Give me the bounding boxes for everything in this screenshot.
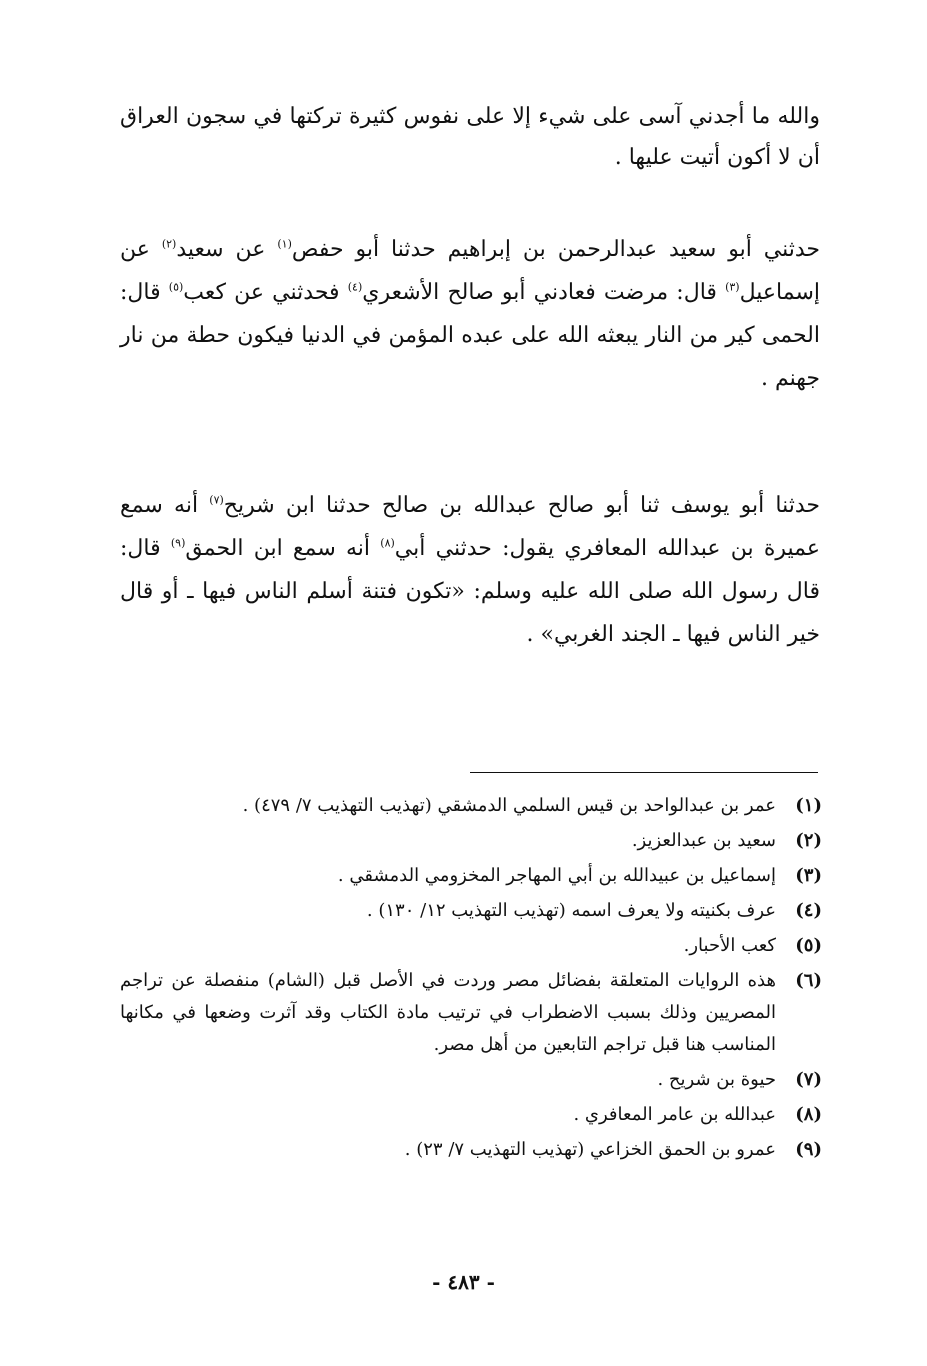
footnote-number: (٣) xyxy=(795,865,822,886)
footnote-number: (٩) xyxy=(795,1139,822,1160)
paragraph-1 xyxy=(120,96,820,178)
footnote-ref-5[interactable]: (٥) xyxy=(168,280,184,294)
footnote-ref-4[interactable]: (٤) xyxy=(347,280,363,294)
footnote-item xyxy=(120,825,822,857)
footnotes-list xyxy=(120,790,822,1169)
paragraph-2-text: حدثني أبو سعيد عبدالرحمن بن إبراهيم حدثنا أبو حفص xyxy=(291,237,821,262)
paragraph-3-text: أنه سمع عميرة بن عبدالله المعافري يقول: حدثني أبي xyxy=(120,493,820,561)
footnote-text: عمرو بن الحمق الخزاعي (تهذيب التهذيب ٧/ ٢٣) . xyxy=(404,1139,776,1160)
footnote-ref-1[interactable]: (١) xyxy=(277,237,292,251)
paragraph-2 xyxy=(120,228,820,400)
footnote-separator xyxy=(470,772,818,773)
footnote-text: حيوة بن شريح . xyxy=(657,1069,776,1090)
footnote-item xyxy=(120,965,822,1061)
footnote-text: سعيد بن عبدالعزيز. xyxy=(631,830,776,851)
footnote-text: عبدالله بن عامر المعافري . xyxy=(573,1104,776,1125)
footnote-text: عمر بن عبدالواحد بن قيس السلمي الدمشقي (تهذيب التهذيب ٧/ ٤٧٩) . xyxy=(242,795,776,816)
footnote-ref-8[interactable]: (٨) xyxy=(380,536,395,550)
footnote-number: (٢) xyxy=(795,830,822,851)
footnote-ref-3[interactable]: (٣) xyxy=(725,280,740,294)
paragraph-2-text: فحدثني عن كعب xyxy=(183,280,348,305)
footnote-item xyxy=(120,860,822,892)
paragraph-3 xyxy=(120,484,820,656)
paragraph-2-text: قال: الحمى كير من النار يبعثه الله على عبده المؤمن في الدنيا فيكون حطة من نار جهنم . xyxy=(120,280,820,391)
footnote-number: (٥) xyxy=(795,935,822,956)
footnote-item xyxy=(120,1099,822,1131)
footnote-text: عرف بكنيته ولا يعرف اسمه (تهذيب التهذيب ١٢/ ١٣٠) . xyxy=(366,900,776,921)
footnote-number: (١) xyxy=(795,795,822,816)
footnote-item xyxy=(120,1134,822,1166)
footnote-text: إسماعيل بن عبيدالله بن أبي المهاجر المخزومي الدمشقي . xyxy=(337,865,776,886)
footnote-ref-2[interactable]: (٢) xyxy=(161,237,177,251)
footnote-item xyxy=(120,895,822,927)
paragraph-2-text: عن إسماعيل xyxy=(120,237,820,305)
footnote-number: (٦) xyxy=(795,970,822,991)
footnote-number: (٨) xyxy=(795,1104,822,1125)
paragraph-2-text: قال: مرضت فعادني أبو صالح الأشعري xyxy=(362,280,726,305)
paragraph-1-text: والله ما أجدني آسى على شيء إلا على نفوس كثيرة تركتها في سجون العراق أن لا أكون أتيت عليها . xyxy=(120,104,820,170)
footnote-ref-9[interactable]: (٩) xyxy=(170,536,186,550)
paragraph-3-text: أنه سمع ابن الحمق xyxy=(185,536,381,561)
footnote-item xyxy=(120,1064,822,1096)
footnote-number: (٤) xyxy=(795,900,822,921)
paragraph-3-text: حدثنا أبو يوسف ثنا أبو صالح عبدالله بن صالح حدثنا ابن شريح xyxy=(223,493,820,518)
paragraph-3-text: قال: قال رسول الله صلى الله عليه وسلم: «تكون فتنة أسلم الناس فيها ـ أو قال خير الناس فيها ـ الجند الغربي» . xyxy=(120,536,820,647)
page-number: - ٤٨٣ - xyxy=(432,1270,495,1294)
footnote-text: كعب الأحبار. xyxy=(683,935,776,956)
footnote-text: هذه الروايات المتعلقة بفضائل مصر وردت في الأصل قبل (الشام) منفصلة عن تراجم المصريين وذلك بسبب الاضطراب في ترتيب مادة الكتاب وقد آثرت وضعها في مكانها المناسب هنا قبل تراجم التابعين من أهل مصر. xyxy=(120,970,776,1055)
paragraph-2-text: عن سعيد xyxy=(176,237,278,262)
footnote-number: (٧) xyxy=(795,1069,822,1090)
footnote-ref-7[interactable]: (٧) xyxy=(209,493,224,507)
footnote-item xyxy=(120,790,822,822)
footnote-item xyxy=(120,930,822,962)
